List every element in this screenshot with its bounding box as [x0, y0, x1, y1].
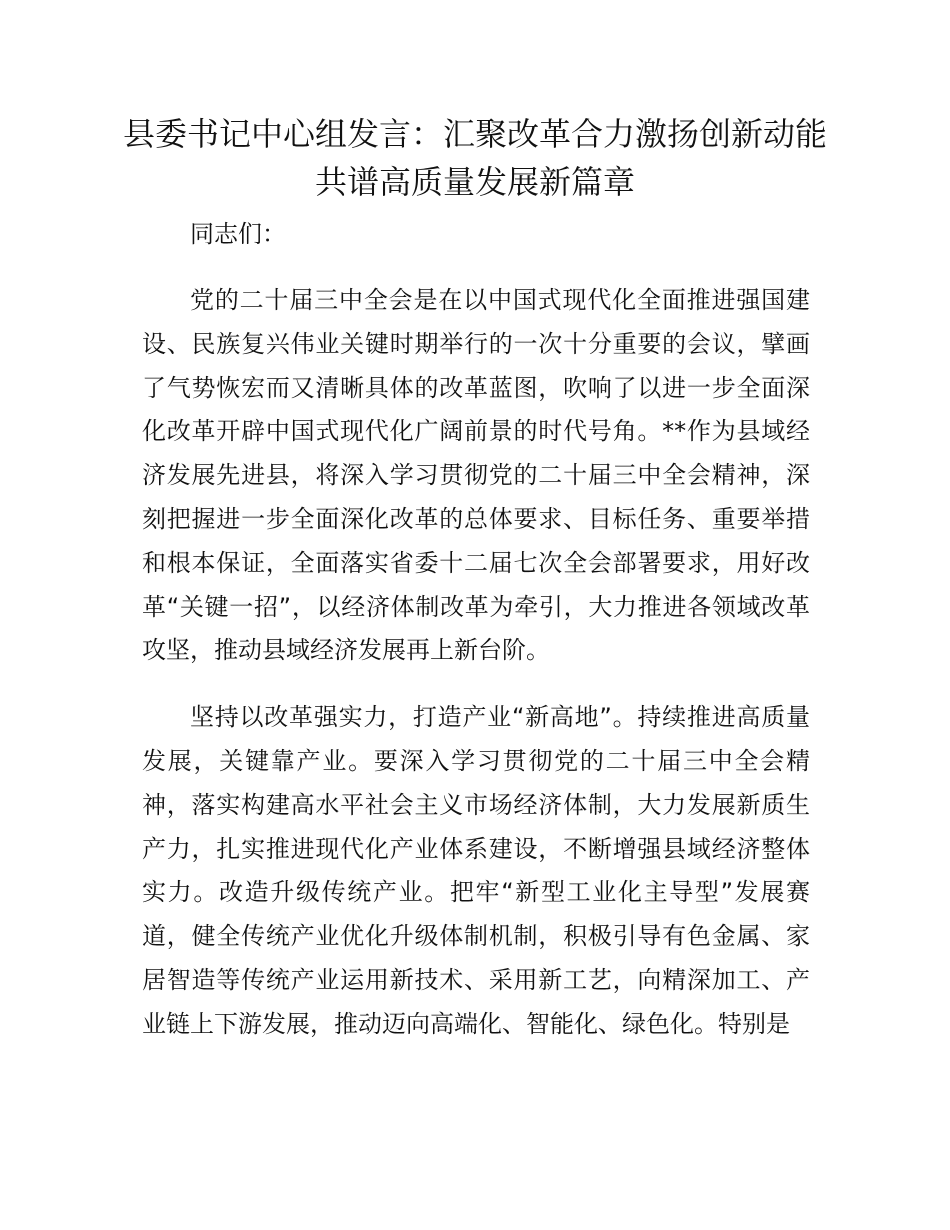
document-body	[142, 212, 810, 1070]
paragraph-1: 党的二十届三中全会是在以中国式现代化全面推进强国建设、民族复兴伟业关键时期举行的一次十分重要的会议，擘画了气势恢宏而又清晰具体的改革蓝图，吹响了以进一步全面深化改革开辟中国式现代化广阔前景的时代号角。**作为县域经济发展先进县，将深入学习贯彻党的二十届三中全会精神，深刻把握进一步全面深化改革的总体要求、目标任务、重要举措和根本保证，全面落实省委十二届七次全会部署要求，用好改革“关键一招”，以经济体制改革为牵引，大力推进各领域改革攻坚，推动县域经济发展再上新台阶。	[142, 286, 810, 665]
greeting: 同志们：	[190, 220, 286, 248]
paragraph-2: 坚持以改革强实力，打造产业“新高地”。持续推进高质量发展，关键靠产业。要深入学习贯彻党的二十届三中全会精神，落实构建高水平社会主义市场经济体制，大力发展新质生产力，扎实推进现代化产业体系建设，不断增强县域经济整体实力。改造升级传统产业。把牢“新型工业化主导型”发展赛道，健全传统产业优化升级体制机制，积极引导有色金属、家居智造等传统产业运用新技术、采用新工艺，向精深加工、产业链上下游发展，推动迈向高端化、智能化、绿色化。特别是	[142, 703, 810, 1038]
document-title: 县委书记中心组发言：汇聚改革合力激扬创新动能共谱高质量发展新篇章	[122, 115, 827, 201]
